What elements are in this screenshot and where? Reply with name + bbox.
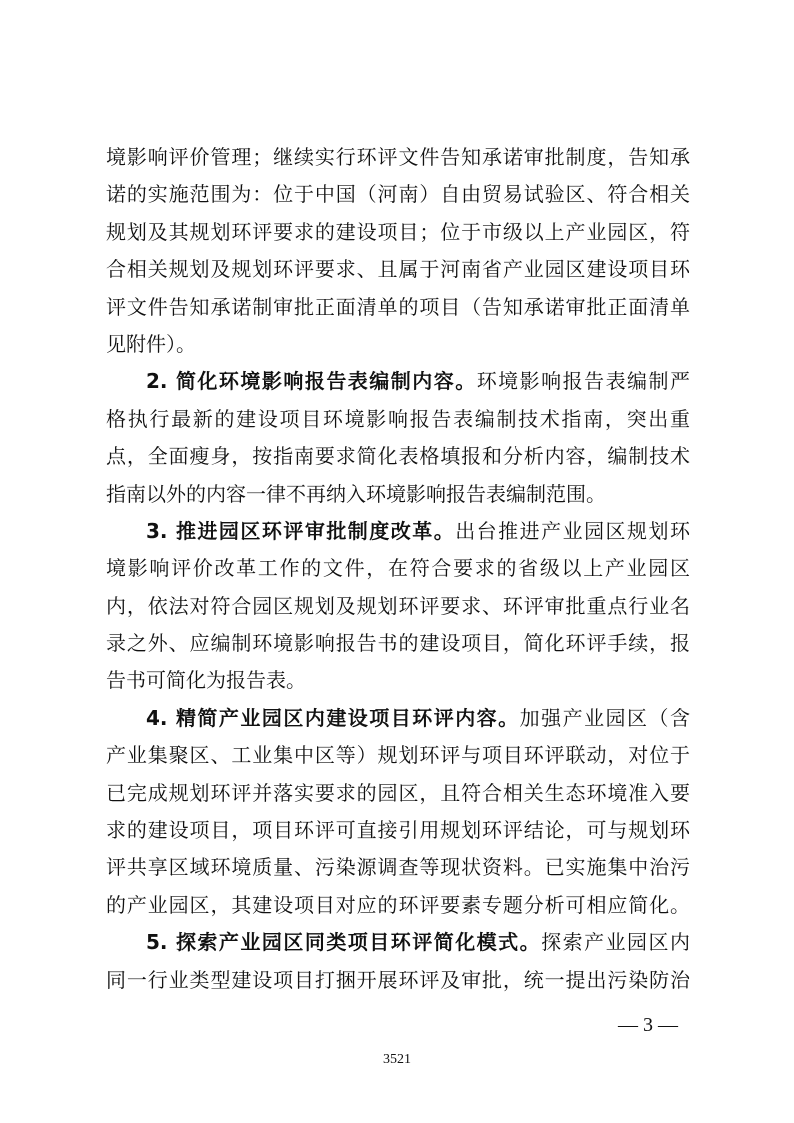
paragraph-line: 格执行最新的建设项目环境影响报告表编制技术指南，突出重 (106, 406, 690, 431)
paragraph-line: 境影响评价改革工作的文件，在符合要求的省级以上产业园区 (106, 556, 690, 581)
item-5-text: 探索产业园区内 (541, 930, 690, 955)
paragraph-line: 产业集聚区、工业集中区等）规划环评与项目环评联动，对位于 (106, 743, 690, 768)
item-2-text: 环境影响报告表编制严 (476, 369, 690, 394)
item-3-heading: 3. 推进园区环评审批制度改革。 (146, 518, 456, 543)
item-4-text: 加强产业园区（含 (519, 705, 690, 730)
body-text (106, 142, 690, 1002)
paragraph-line: 内，依法对符合园区规划及规划环评要求、环评审批重点行业名 (106, 593, 690, 618)
item-5-first-line (106, 927, 690, 964)
item-2-heading: 2. 简化环境影响报告表编制内容。 (146, 369, 477, 394)
page-number: — 3 — (618, 1014, 678, 1036)
paragraph-line: 合相关规划及规划环评要求、且属于河南省产业园区建设项目环 (106, 257, 690, 282)
paragraph-line: 境影响评价管理；继续实行环评文件告知承诺审批制度，告知承 (106, 145, 690, 169)
paragraph-line: 告书可简化为报告表。 (106, 668, 306, 693)
item-5-heading: 5. 探索产业园区同类项目环评简化模式。 (146, 930, 542, 955)
paragraph-line: 指南以外的内容一律不再纳入环境影响报告表编制范围。 (106, 481, 606, 506)
document-number: 3521 (383, 1052, 411, 1067)
item-4-heading: 4. 精简产业园区内建设项目环评内容。 (146, 705, 520, 730)
paragraph-line: 见附件）。 (106, 331, 196, 356)
paragraph-line: 点，全面瘦身，按指南要求简化表格填报和分析内容，编制技术 (106, 444, 690, 469)
paragraph-line: 评文件告知承诺制审批正面清单的项目（告知承诺审批正面清单 (106, 294, 690, 319)
paragraph-line: 评共享区域环境质量、污染源调查等现状资料。已实施集中治污 (106, 855, 690, 880)
item-3-first-line (106, 516, 690, 553)
item-4-first-line (106, 703, 690, 740)
item-2-first-line (106, 366, 690, 403)
paragraph-line: 同一行业类型建设项目打捆开展环评及审批，统一提出污染防治 (106, 967, 690, 992)
paragraph-line: 求的建设项目，项目环评可直接引用规划环评结论，可与规划环 (106, 818, 690, 843)
paragraph-line: 已完成规划环评并落实要求的园区，且符合相关生态环境准入要 (106, 780, 690, 805)
paragraph-line: 诺的实施范围为：位于中国（河南）自由贸易试验区、符合相关 (106, 182, 690, 207)
item-3-text: 出台推进产业园区规划环 (455, 518, 690, 543)
paragraph-line: 录之外、应编制环境影响报告书的建设项目，简化环评手续，报 (106, 631, 690, 656)
paragraph-line: 的产业园区，其建设项目对应的环评要素专题分析可相应简化。 (106, 892, 690, 917)
paragraph-line: 规划及其规划环评要求的建设项目；位于市级以上产业园区，符 (106, 219, 690, 244)
